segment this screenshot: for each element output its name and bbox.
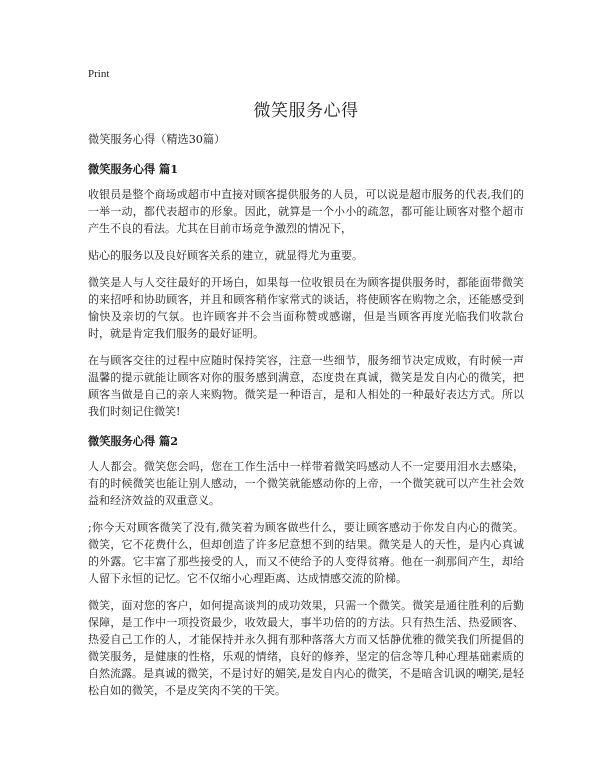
paragraph: 微笑，面对您的客户，如何提高谈判的成功效果，只需一个微笑。微笑是通往胜利的后勤保障，是工作中一项投资最少，收效最大，事半功倍的的方法。只有热生活、热爱顾客、热爱自己工作的人，才能保持并永久拥有那种落落大方而又恬静优雅的微笑我们所提倡的微笑服务，是健康的性格，乐观的情绪，良好的修养，坚定的信念等几种心理基础素质的自然流露。是真诚的微笑，不是讨好的媚笑,是发自内心的微笑，不是暗含讥讽的嘲笑,是轻松自如的微笑，不是皮笑肉不笑的干笑。 bbox=[88, 599, 524, 697]
section-2 bbox=[88, 433, 524, 699]
section-heading: 微笑服务心得 篇1 bbox=[88, 162, 178, 176]
paragraph: 在与顾客交往的过程中应随时保持笑容，注意一些细节，服务细节决定成败，有时候一声温馨的提示就能让顾客对你的服务感到满意，态度贵在真诚，微笑是发自内心的微笑，把顾客当做是自己的亲人来购物。微笑是一种语言，是和人相处的一种最好表达方式。所以我们时刻记住微笑! bbox=[88, 354, 524, 418]
paragraph: 微笑是人与人交往最好的开场白，如果每一位收银员在为顾客提供服务时，都能面带微笑的来招呼和协助顾客，并且和顾客稍作家常式的谈话，将使顾客在购物之余，还能感受到愉快及亲切的气氛。也许顾客并不会当面称赞或感谢，但是当顾客再度光临我们收款台时，就是肯定我们服务的最好证明。 bbox=[88, 276, 524, 340]
print-link[interactable]: Print bbox=[88, 68, 110, 80]
document-subtitle: 微笑服务心得（精选30篇） bbox=[88, 133, 226, 146]
paragraph: 人人都会。微笑您会吗，您在工作生活中一样带着微笑吗感动人不一定要用泪水去感染，有的时候微笑也能让别人感动，一个微笑就能感动你的上帝，一个微笑就可以产生社会效益和经济效益的双重意义。 bbox=[88, 460, 524, 507]
section-1 bbox=[88, 161, 524, 420]
document-page bbox=[88, 66, 524, 699]
paragraph: 收银员是整个商场或超市中直接对顾客提供服务的人员，可以说是超市服务的代表,我们的一举一动，都代表超市的形象。因此，就算是一个小小的疏忽，都可能让顾客对整个超市产生不良的看法。尤其在目前市场竞争激烈的情况下， bbox=[88, 188, 524, 235]
paragraph: 贴心的服务以及良好顾客关系的建立，就显得尤为重要。 bbox=[88, 249, 363, 262]
section-heading: 微笑服务心得 篇2 bbox=[88, 434, 178, 448]
paragraph: ;你今天对顾客微笑了没有,微笑着为顾客做些什么，要让顾客感动于你发自内心的微笑。微笑，它不花费什么，但却创造了许多尼意想不到的结果。微笑是人的天性，是内心真诚的外露。它丰富了那些接受的人，而又不使给予的人变得贫瘠。他在一刹那间产生，却给人留下永恒的记忆。它不仅缩小心理距离、达成情感交流的阶梯。 bbox=[88, 521, 524, 585]
document-title: 微笑服务心得 bbox=[253, 101, 359, 121]
